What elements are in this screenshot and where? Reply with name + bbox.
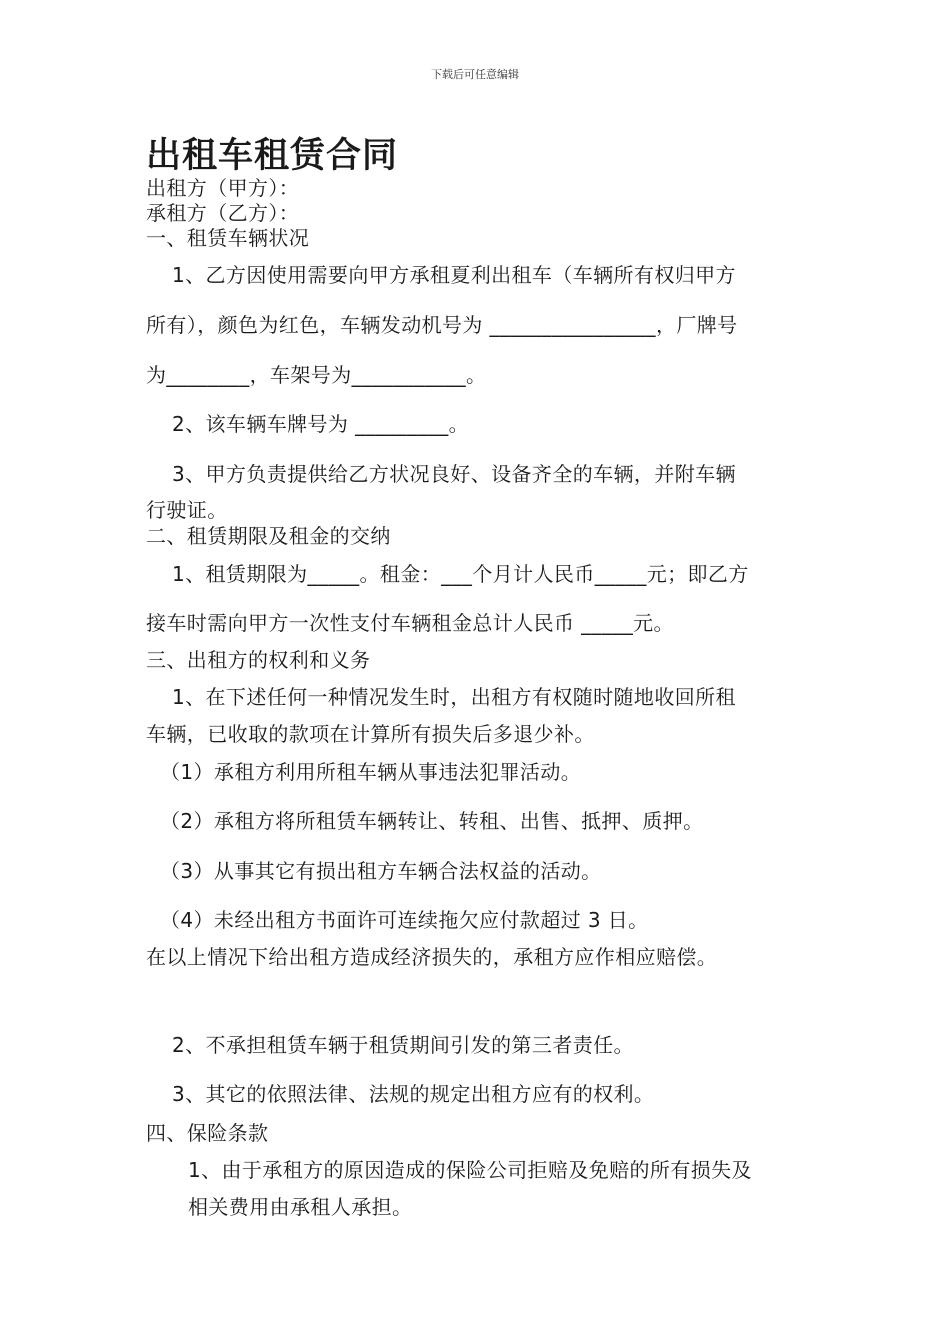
section1-item1-line2: 所有），颜色为红色，车辆发动机号为 ________________，厂牌号 — [146, 313, 738, 337]
section4-item1-line1: 1、由于承租方的原因造成的保险公司拒赔及免赔的所有损失及 — [188, 1158, 752, 1182]
section3-item3: 3、其它的依照法律、法规的规定出租方应有的权利。 — [172, 1082, 655, 1106]
section3-item1-line2: 车辆，已收取的款项在计算所有损失后多退少补。 — [146, 722, 595, 746]
section3-item1-line1: 1、在下述任何一种情况发生时，出租方有权随时随地收回所租 — [172, 685, 736, 709]
section3-item2: 2、不承担租赁车辆于租赁期间引发的第三者责任。 — [172, 1033, 634, 1057]
header-note: 下载后可任意编辑 — [431, 68, 519, 81]
section1-item1-line1: 1、乙方因使用需要向甲方承租夏利出租车（车辆所有权归甲方 — [172, 263, 736, 287]
section2-item1-line1: 1、租赁期限为_____。租金：___个月计人民币_____元；即乙方 — [172, 562, 749, 586]
section1-heading: 一、租赁车辆状况 — [146, 226, 310, 250]
section1-item2: 2、该车辆车牌号为 _________。 — [172, 412, 470, 436]
section3-sub4: （4）未经出租方书面许可连续拖欠应付款超过 3 日。 — [160, 908, 649, 932]
section1-item3-line2: 行驶证。 — [146, 498, 228, 522]
section3-sub2: （2）承租方将所租赁车辆转让、转租、出售、抵押、质押。 — [160, 809, 704, 833]
section3-sub1: （1）承租方利用所租车辆从事违法犯罪活动。 — [160, 760, 582, 784]
section1-item3-line1: 3、甲方负责提供给乙方状况良好、设备齐全的车辆，并附车辆 — [172, 462, 736, 486]
section3-sub3: （3）从事其它有损出租方车辆合法权益的活动。 — [160, 859, 602, 883]
document-title: 出租车租赁合同 — [146, 136, 399, 176]
section4-heading: 四、保险条款 — [146, 1121, 269, 1145]
section2-item1-line2: 接车时需向甲方一次性支付车辆租金总计人民币 _____元。 — [146, 611, 674, 635]
section1-item1-line3: 为________，车架号为___________。 — [146, 363, 487, 387]
section3-compensation: 在以上情况下给出租方造成经济损失的，承租方应作相应赔偿。 — [146, 945, 718, 969]
section4-item1-line2: 相关费用由承租人承担。 — [188, 1195, 413, 1219]
party-a-line: 出租方（甲方）： — [146, 176, 300, 200]
party-b-line: 承租方（乙方）： — [146, 201, 300, 225]
section3-heading: 三、出租方的权利和义务 — [146, 648, 371, 672]
section2-heading: 二、租赁期限及租金的交纳 — [146, 524, 391, 548]
